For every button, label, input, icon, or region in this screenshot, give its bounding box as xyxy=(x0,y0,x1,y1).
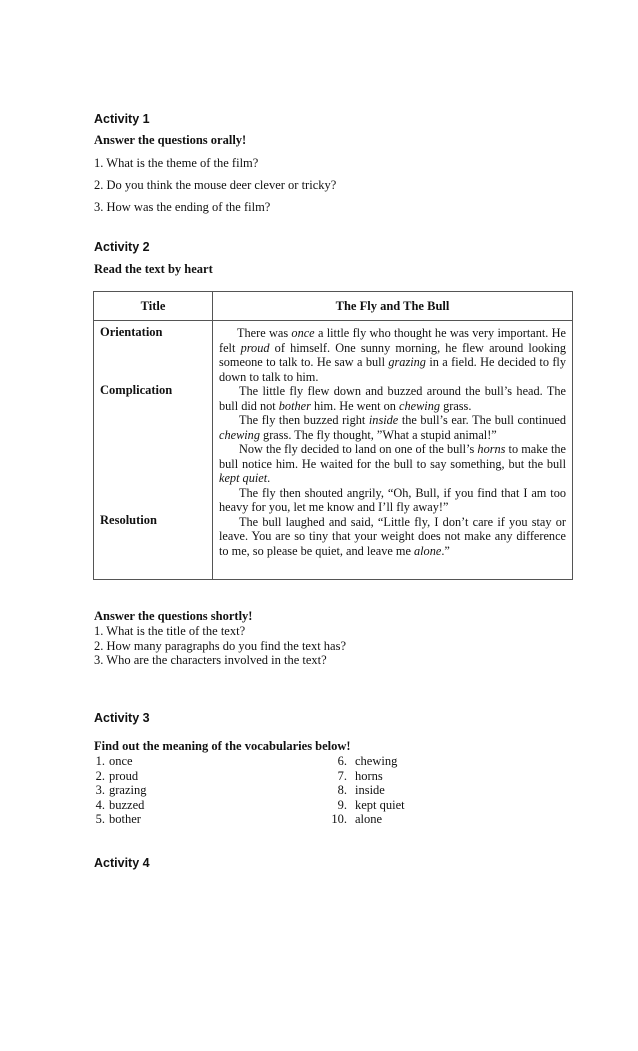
story-paragraph: The bull laughed and said, “Little fly, I don’t care if you stay or leave. You are so tiny that your weight does not make any difference to me, so please be quiet, and leave me alone.” xyxy=(219,514,566,558)
activity2-question-1: 1. What is the title of the text? xyxy=(94,624,246,638)
activity2-instruction2: Answer the questions shortly! xyxy=(94,609,253,623)
label-orientation: Orientation xyxy=(100,325,163,339)
vocab-number: 5. xyxy=(95,812,105,827)
label-complication: Complication xyxy=(100,383,173,397)
vocab-word: once xyxy=(291,326,315,340)
vocab-number: 4. xyxy=(95,797,105,812)
vocab-word: grazing xyxy=(388,355,426,369)
activity3-instruction: Find out the meaning of the vocabularies below! xyxy=(94,739,351,753)
vocab-word: inside xyxy=(368,413,399,427)
vocab-word: chewing xyxy=(219,427,260,442)
activity3-heading: Activity 3 xyxy=(94,711,150,725)
activity1-instruction: Answer the questions orally! xyxy=(94,133,247,147)
story-text xyxy=(213,321,572,562)
vocab-word: bother xyxy=(278,398,311,413)
activity2-question-3: 3. Who are the characters involved in the text? xyxy=(94,653,327,667)
vocab-item: horns xyxy=(355,768,383,783)
vocab-number: 2. xyxy=(95,768,105,783)
vocab-word: horns xyxy=(477,442,506,456)
vocab-item: inside xyxy=(355,783,385,798)
vocab-number: 7. xyxy=(337,768,347,783)
story-text-cell xyxy=(213,321,573,580)
vocab-item: grazing xyxy=(109,783,147,798)
vocab-number: 9. xyxy=(337,797,347,812)
vocab-item: proud xyxy=(109,768,139,783)
table-header-story-title: The Fly and The Bull xyxy=(213,292,573,321)
vocab-item: buzzed xyxy=(109,797,145,812)
vocab-number: 10. xyxy=(331,812,347,827)
story-paragraph: The little fly flew down and buzzed around the bull’s head. The bull did not bother him. He went on chewing grass. xyxy=(219,384,566,413)
story-paragraph: There was once a little fly who thought he was very important. He felt proud of himself. One sunny morning, he flew around looking someone to talk to. He saw a bull grazing in a field. He decided to fly down to talk to him. xyxy=(219,326,566,384)
vocab-number: 8. xyxy=(337,783,347,798)
vocab-number: 3. xyxy=(95,783,105,798)
activity4-heading: Activity 4 xyxy=(94,856,150,870)
vocab-word: alone xyxy=(413,543,442,558)
vocab-number: 6. xyxy=(337,754,347,768)
vocab-item: bother xyxy=(109,812,141,827)
story-paragraph: Now the fly decided to land on one of the bull’s horns to make the bull notice him. He waited for the bull to say something, but the bull kept quiet. xyxy=(219,442,566,485)
vocab-word: chewing xyxy=(399,398,440,413)
label-resolution: Resolution xyxy=(100,513,157,527)
story-paragraph: The fly then shouted angrily, “Oh, Bull, if you find that I am too heavy for you, let me know and I’ll fly away!” xyxy=(219,485,566,514)
activity2-instruction: Read the text by heart xyxy=(94,262,213,276)
story-paragraph: The fly then buzzed right inside the bull’s ear. The bull continued chewing grass. The fly thought, ”What a stupid animal!” xyxy=(219,413,566,442)
activity2-question-2: 2. How many paragraphs do you find the text has? xyxy=(94,639,347,653)
activity1-question-3: 3. How was the ending of the film? xyxy=(94,200,271,214)
vocab-word: proud xyxy=(240,340,270,355)
structure-labels-cell xyxy=(94,321,213,580)
activity1-question-1: 1. What is the theme of the film? xyxy=(94,156,259,170)
table-header-title: Title xyxy=(94,292,213,321)
vocab-item: chewing xyxy=(355,754,398,768)
story-table xyxy=(93,291,573,580)
activity1-heading: Activity 1 xyxy=(94,112,150,126)
activity1-question-2: 2. Do you think the mouse deer clever or tricky? xyxy=(94,178,337,192)
vocab-number: 1. xyxy=(95,754,105,768)
vocab-word: kept quiet xyxy=(219,471,268,485)
vocab-item: kept quiet xyxy=(355,797,405,812)
activity2-heading: Activity 2 xyxy=(94,240,150,254)
vocab-item: once xyxy=(109,754,133,768)
vocab-item: alone xyxy=(355,812,383,827)
